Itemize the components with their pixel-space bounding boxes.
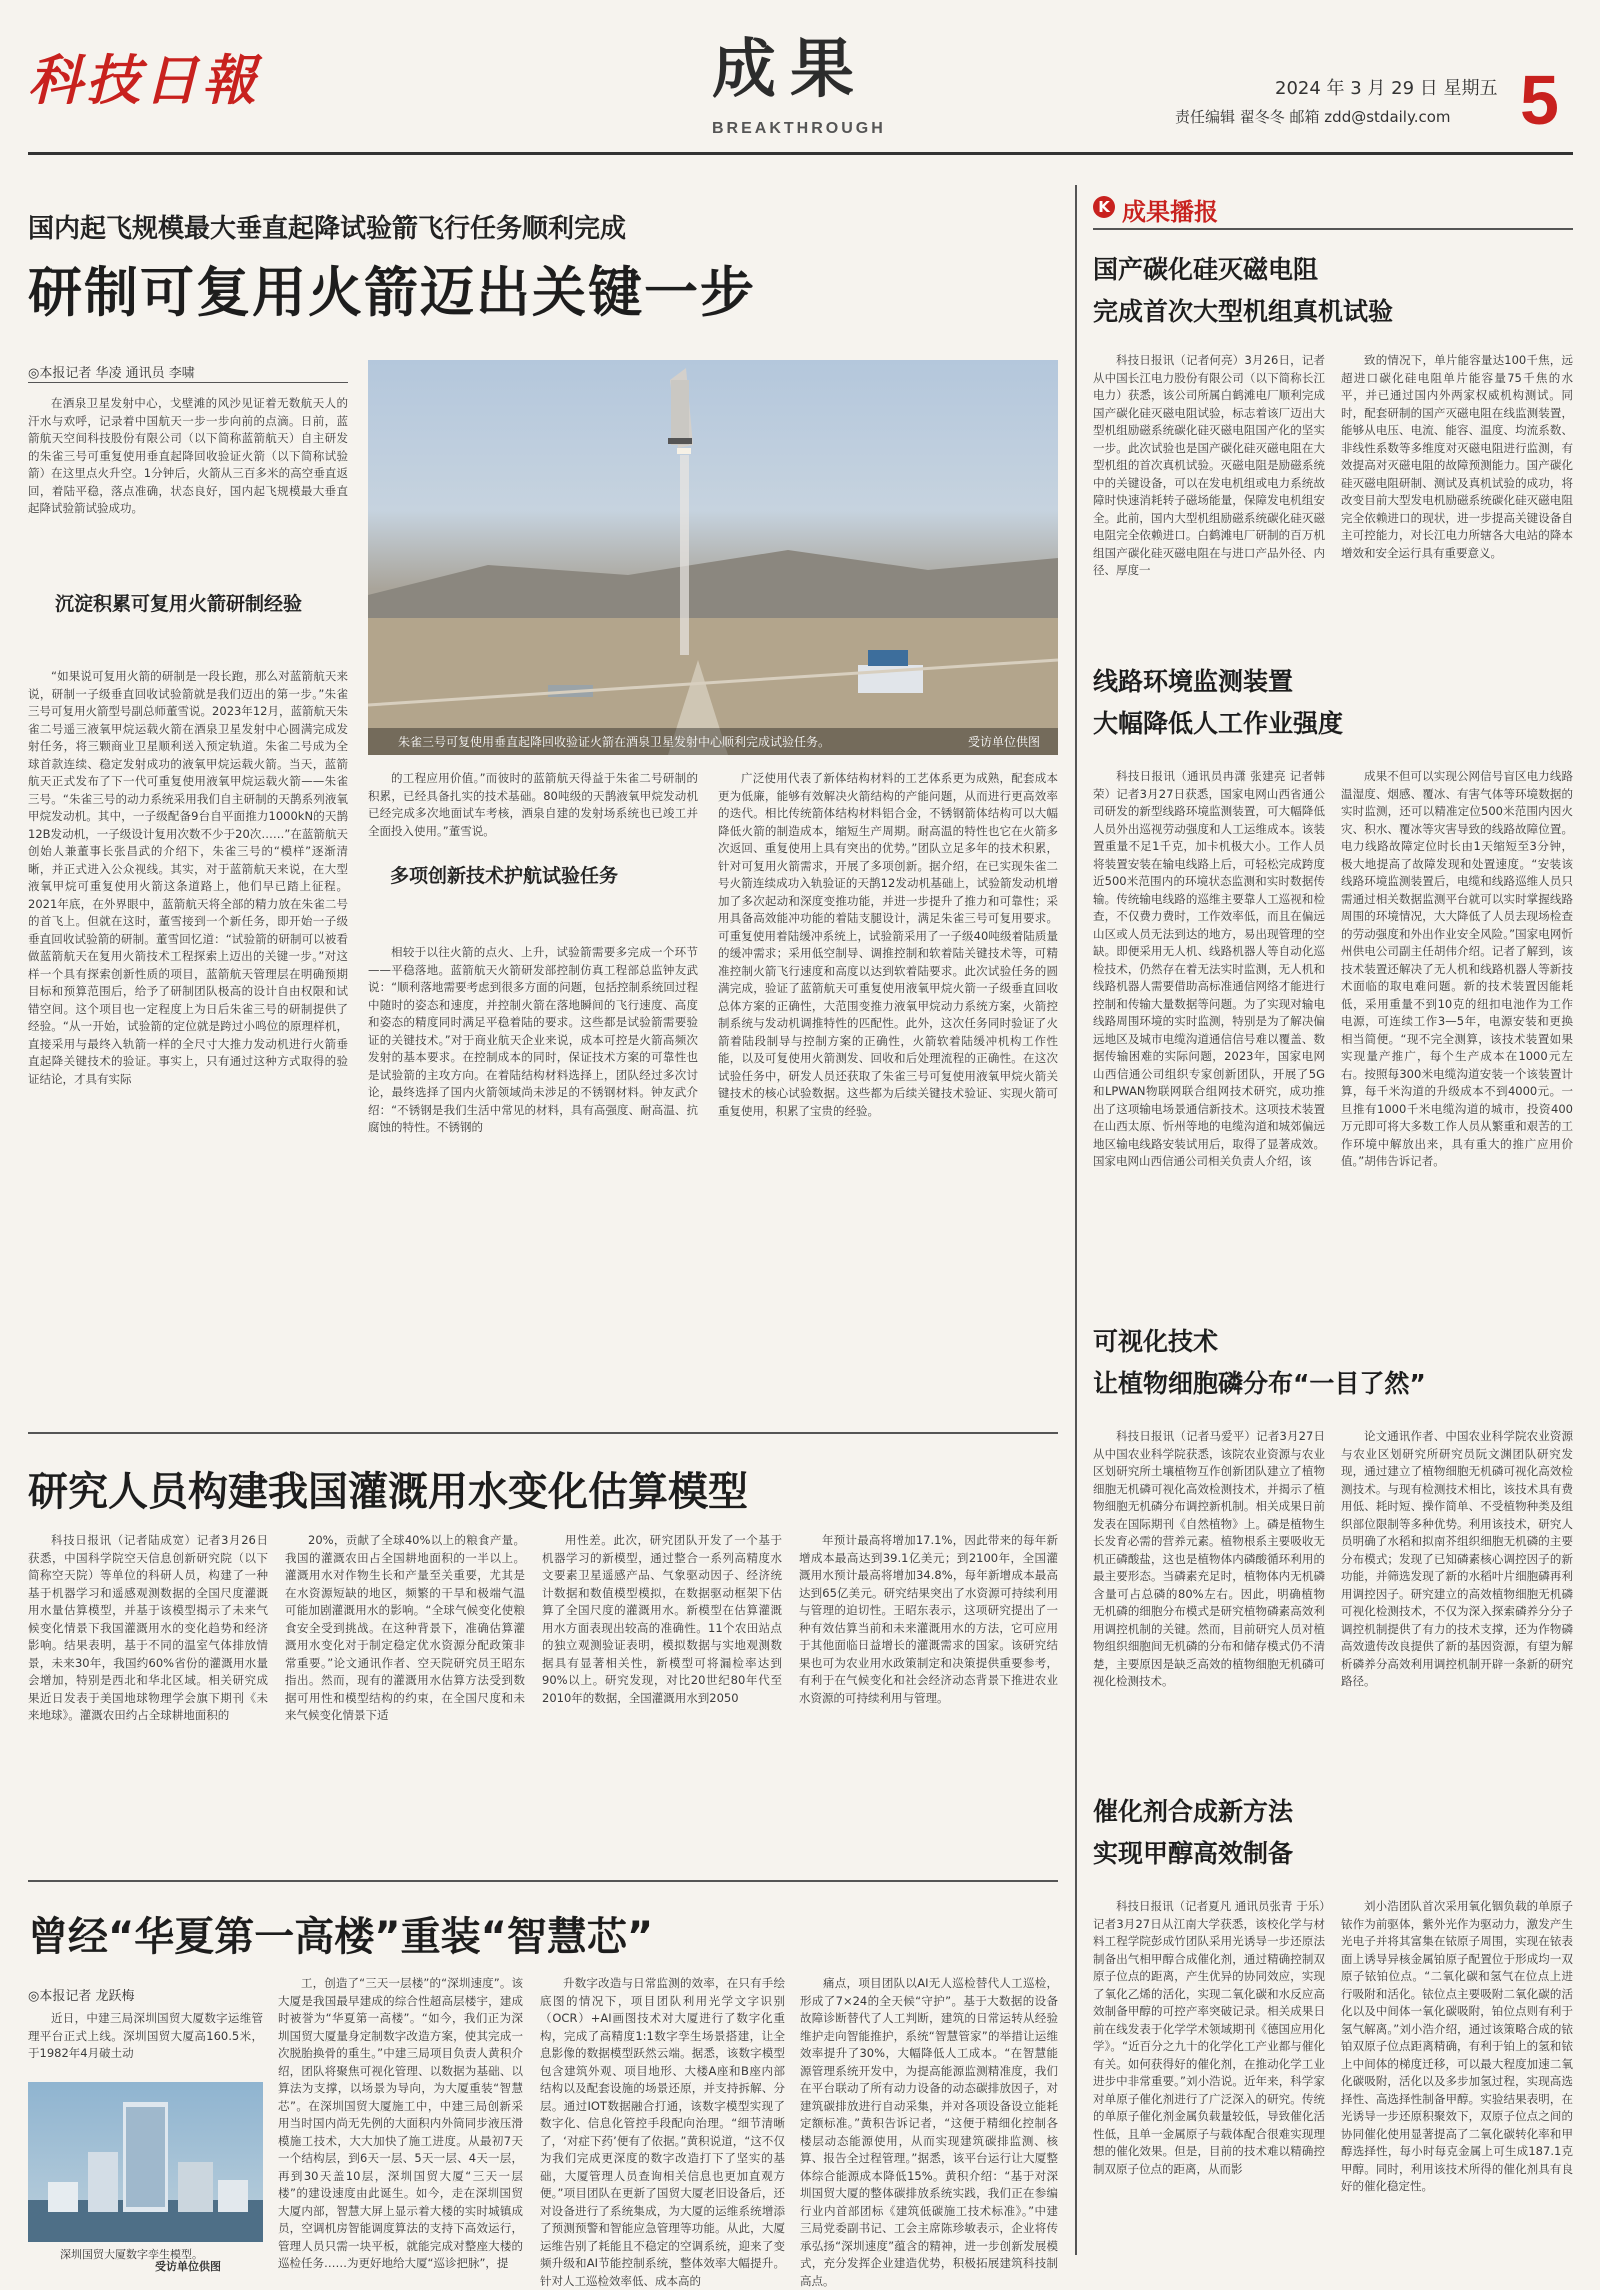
article-divider [28,1432,1058,1434]
article1-subhead1: 沉淀积累可复用火箭研制经验 [55,593,303,615]
article1-column3: 广泛使用代表了新体结构材料的工艺体系更为成熟，配套成本更为低廉，能够有效解决火箭结构的产能问题，从而进行更高效率的迭代。相比传统箭体结构材料铝合金，不锈钢箭体结构可以大幅降低火箭的制造成本，缩短生产周期。耐高温的特性也它在火箭多次返回、重复使用上具有突出的优势。”团队立足多年的技术积累，针对可复用火箭需求，开展了多项创新。据介绍，在已实现朱雀二号火箭连续成功入轨验证的天鹊12发动机基础上，试验箭发动机增加了多次起动和深度变推功能，并进一步提升了推力和可靠性；采用具备高效能冲功能的着陆支腿设计，满足朱雀三号可复用要求。可重复使用着陆缓冲系统上，试验箭采用了一子级40吨级着陆质量的缓冲需求；采用低空制导、调推控制和软着陆关键技术等，可精准控制火箭飞行速度和高度以达到软着陆要求。此次试验任务的圆满完成，验证了蓝箭航天可重复使用液氧甲烷火箭一子级垂直回收总体方案的正确性，大范围变推力液氧甲烷动力系统方案，火箭控制系统与发动机调推特性的匹配性。此外，这次任务同时验证了火箭着陆段制导与控制方案的正确性，火箭软着陆缓冲机构工作性能，以及可复使用火箭测发、回收和后处理流程的正确性。在这次试验任务中，研发人员还获取了朱雀三号可复使用液氧甲烷火箭关键技术的核心试验数据。这些都为后续关键技术验证、实现火箭可重复使用，积累了宝贵的经验。 [718,771,1058,1118]
tower-photo-caption: 深圳国贸大厦数字孪生模型。 [60,2248,203,2261]
article1-column2: 的工程应用价值。”而彼时的蓝箭航天得益于朱雀二号研制的积累，已经具备扎实的技术基础。80吨级的天鹊液氧甲烷发动机已经完成多次地面试车考核，酒泉自建的发射场系统也已竣工并全面投入使用。”董雪说。 [368,771,698,838]
rocket-photo-caption: 朱雀三号可复使用垂直起降回收验证火箭在酒泉卫星发射中心顺利完成试验任务。 [398,735,831,749]
brief3-headline-2: 让植物细胞磷分布“一目了然” [1093,1369,1426,1398]
article1-column1: “如果说可复用火箭的研制是一段长跑，那么对蓝箭航天来说，研制一子级垂直回收试验箭就是我们迈出的第一步。”朱雀三号可复用火箭型号副总师董雪说。2023年12月，蓝箭航天朱雀二号遥三液氧甲烷运载火箭在酒泉卫星发射中心圆满完成发射任务，将三颗商业卫星顺利送入预定轨道。朱雀二号成为全球首款连续、稳定发射成功的液氧甲烷运载火箭。当天，蓝箭航天正式发布了下一代可重复使用液氧甲烷运载火箭——朱雀三号。“朱雀三号的动力系统采用我们自主研制的天鹊系列液氧甲烷发动机。其中，一子级配备9台自平面推力1000kN的天鹊12B发动机，一子级设计复用次数不少于20次……”在蓝箭航天创始人兼董事长张昌武的介绍下，朱雀三号的“模样”逐渐清晰，并正式进入公众视线。其实，对于蓝箭航天来说，在大型液氧甲烷可重复使用火箭这条道路上，他们早已踏上征程。2021年底，在外界眼中，蓝箭航天将全部的精力放在朱雀二号的首飞上。但就在这时，董雪接到一个新任务，即开始一子级垂直回收试验箭的研制。董雪回忆道：“试验箭的研制可以被看做蓝箭航天在复用火箭技术工程探索上迈出的关键一步。”对这样一个具有探索创新性质的项目，蓝箭航天管理层在明确预期目标和预算范围后，给予了研制团队极高的设计自由权限和试错空间。这个项目也一定程度上为日后朱雀三号的研制提供了经验。“从一开始，试验箭的定位就是跨过小鸣位的原理样机，直接采用与最终入轨箭一样的全尺寸大推力发动机进行火箭垂直起降关键技术的验证。事实上，只有通过这种方式取得的验证结论，才具有实际 [28,669,348,1086]
article1-headline: 研制可复用火箭迈出关键一步 [28,261,756,324]
brief2-column1: 科技日报讯（通讯员冉潇 张建亮 记者韩荣）记者3月27日获悉，国家电网山西省通公司研发的新型线路环境监测装置，可大幅降低人员外出巡视劳动强度和人工运维成本。该装置重量不足1千克，加卡机极大小。工作人员将装置安装在输电线路上后，可轻松完成跨度近500米范围内的环境状态监测和实时数据传输。传统输电线路的巡维主要靠人工巡视和检查，不仅费力费时，工作效率低，而且在偏远山区或人员无法到达的地方，易出现管理的空缺。即便采用无人机、线路机器人等自动化巡检技术，仍然存在着无法实时监测，无人机和线路机器人需要借助高标准通信网络才能进行控制和传输大量数据等问题。为了实现对输电线路周围环境的实时监测，特别是为了解决偏远地区及城市电缆沟道通信信号难以覆盖、数据传输困难的实际问题，2023年，国家电网山西信通公司组织专家创新团队，开展了5G和LPWAN物联网联合组网技术研究，成功推出了这项输电场景通信新技术。这项技术装置在山西太原、忻州等地的电缆沟道和城郊偏远地区输电线路安装试用后，取得了显著成效。国家电网山西信通公司相关负责人介绍，该 [1093,769,1325,1168]
brief3-column2: 论文通讯作者、中国农业科学院农业资源与农业区划研究所研究员阮文渊团队研究发现，通过建立了植物细胞无机磷可视化高效检测技术。与现有检测技术相比，该技术具有费用低、耗时短、操作简单、不受植物种类及组织部位限制等多种优势。利用该技术，研究人员明确了水稻和拟南芥组织细胞无机磷的主要分布模式；发现了已知磷素核心调控因子的新功能，并筛选发现了新的水稻叶片细胞磷再利用调控因子。研究建立的高效植物细胞无机磷可视化检测技术，不仅为深入探索磷养分分子调控机制提供了有力的技术支撑，还为作物磷高效遗传改良提供了新的基因资源，有望为解析磷养分高效利用调控机制开辟一条新的研究路径。 [1341,1429,1573,1688]
article2-column3: 用性差。此次，研究团队开发了一个基于机器学习的新模型，通过整合一系列高精度水文要素卫星遥感产品、气象驱动因子、经济统计数据和数值模型模拟，在数据驱动框架下估算了全国尺度的灌溉用水。新模型在估算灌溉用水方面表现出较高的准确性。11个农田站点的独立观测验证表明，模拟数据与实地观测数据具有显著相关性，新模型可将漏检率达到90%以上。研究发现，对比20世纪80年代至2010年的数据，全国灌溉用水到2050 [542,1533,782,1705]
brief3-column1: 科技日报讯（记者马爱平）记者3月27日从中国农业科学院获悉，该院农业资源与农业区划研究所土壤植物互作创新团队建立了植物细胞无机磷可视化高效检测技术，并揭示了植物细胞无机磷分布调控新机制。相关成果日前发表在国际期刊《自然植物》上。磷是植物生长发育必需的营养元素。植物根系主要吸收无机正磷酸盐，这也是植物体内磷酸循环利用的最主要形态。当磷素充足时，植物体内无机磷含量可占总磷的80%左右。因此，明确植物无机磷的细胞分布模式是研究植物磷素高效利用调控机制的关键。然而，目前研究人员对植物组织细胞间无机磷的分布和储存模式仍不清楚，主要原因是缺乏高效的植物细胞无机磷可视化检测技术。 [1093,1429,1325,1688]
article2-headline: 研究人员构建我国灌溉用水变化估算模型 [28,1469,748,1515]
article1-kicker: 国内起飞规模最大垂直起降试验箭飞行任务顺利完成 [28,214,627,244]
column-badge-icon: K [1093,196,1115,218]
brief1-column2: 致的情况下，单片能容量达100千焦，远超进口碳化硅电阻单片能容量75千焦的水平，并已通过国内外两家权威机构测试。同时，配套研制的国产灭磁电阻在线监测装置，能够从电压、电流、能容、温度、均流系数、非线性系数等多维度对灭磁电阻进行监测，有效提高对灭磁电阻的故障预测能力。国产碳化硅灭磁电阻研制、测试及真机试验的成功，将改变目前大型发电机励磁系统碳化硅灭磁电阻完全依赖进口的现状，进一步提高关键设备自主可控能力，对长江电力所辖各大电站的降本增效和安全运行具有重要意义。 [1341,353,1573,560]
article-divider [28,1880,1058,1882]
brief2-column2: 成果不但可以实现公网信号盲区电力线路温湿度、烟感、覆冰、有害气体等环境数据的实时监测，还可以精准定位500米范围内因火灾、积水、覆冰等灾害导致的线路故障位置。电力线路故障定位时长由1天缩短至3分钟，极大地提高了故障发现和处置速度。“安装该线路环境监测装置后，电缆和线路巡维人员只需通过相关数据监测平台就可以实时掌握线路周围的环境情况，大大降低了人员去现场检查的劳动强度和外出作业安全风险。”国家电网忻州供电公司副主任胡伟介绍。记者了解到，该技术装置还解决了无人机和线路机器人等新技术面临的取电难问题。新的技术装置因能耗低，采用重量不到10克的纽扣电池作为工作电源，可连续工作3—5年，电源安装和更换相当简便。“现不完全测算，该技术装置如果实现量产推广，每个生产成本在1000元左右。按照每300米电缆沟道安装一个该装置计算，每千米沟道的升级成本不到4000元。一旦推有1000千米电缆沟道的城市，投资400万元即可将大多数工作人员从繁重和艰苦的工作环境中解放出来，具有重大的推广应用价值。”胡伟告诉记者。 [1341,769,1573,1168]
section-title: 成果 [712,32,868,107]
tower-photo-credit: 受访单位供图 [155,2260,221,2273]
brief4-headline-2: 实现甲醇高效制备 [1093,1839,1294,1868]
brief1-column1: 科技日报讯（记者何亮）3月26日，记者从中国长江电力股份有限公司（以下简称长江电力）获悉，该公司所属白鹤滩电厂顺利完成国产碳化硅灭磁电阻试验，标志着该厂迈出大型机组励磁系统碳化硅灭磁电阻国产化的坚实一步。此次试验也是国产碳化硅灭磁电阻在大型机组的首次真机试验。灭磁电阻是励磁系统中的关键设备，可以在发电机组或电力系统故障时快速消耗转子磁场能量，保障发电机组安全。此前，国内大型机组励磁系统碳化硅灭磁电阻完全依赖进口。白鹤滩电厂研制的百万机组国产碳化硅灭磁电阻在与进口产品外径、内径、厚度一 [1093,353,1325,577]
brief4-column1: 科技日报讯（记者夏凡 通讯员张青 于乐）记者3月27日从江南大学获悉，该校化学与材料工程学院彭成竹团队采用光诱导一步还原法制备出气相甲醇合成催化剂，通过精确控制双原子位点的距离，产生优异的协同效应，实现了氧化乙烯的活化，实现二氧化碳和水反应高效制备甲醇的可控产率突破记录。相关成果日前在线发表于化学学术领域期刊《德国应用化学》。“近百分之九十的化学化工产业都与催化有关。如何获得好的催化剂，在推动化学工业进步中非常重要。”刘小浩说。近年来，科学家对单原子催化剂进行了广泛深入的研究。传统的单原子催化剂金属负载量较低，导致催化活性低，且单一金属原子与载体配合很难实现理想的催化效果。但是，目前的技术难以精确控制双原子位点的距离，从而影 [1093,1899,1325,2176]
tower-photo [28,2082,263,2242]
brief4-column2: 刘小浩团队首次采用氧化铟负载的单原子铱作为前驱体，紫外光作为驱动力，激发产生光电子并将其富集在铱原子周围，实现在铱表面上诱导异核金属铂原子配置位于形成均一双原子铱铂位点。“二氧化碳和氢气在位点上进行吸附和活化。铱位点主要吸附二氧化碳的活化以及中间体一氧化碳吸附，铂位点则有利于氢气解离。”刘小浩介绍，通过该策略合成的铱铂双原子位点距离精确，有利于铂上的氢和铱上中间体的梯度迁移，可以最大程度加速二氧化碳吸附，活化以及多步加氢过程，实现高选择性、高选择性制备甲醇。实验结果表明，在光诱导一步还原积聚效下，双原子位点之间的协同催化使用显著提高了二氧化碳转化率和甲醇选择性，每小时每克金属上可生成187.1克甲醇。同时，利用该技术所得的催化剂具有良好的催化稳定性。 [1341,1899,1573,2193]
brief1-headline-2: 完成首次大型机组真机试验 [1093,297,1394,326]
newspaper-logo: 科技日報 [28,48,260,112]
brief1-headline-1: 国产碳化硅灭磁电阻 [1093,255,1319,284]
page-number: 5 [1520,61,1559,139]
rocket-photo-credit: 受访单位供图 [968,735,1041,749]
article3-column4: 痛点，项目团队以AI无人巡检替代人工巡检，形成了7×24的全天候“守护”。基于大数据的设备故障诊断替代了人工判断，建筑的日常运转从经验维护走向智能推护，系统“智慧管家”的举措让运维效率提升了30%，大幅降低人工成本。“在智慧能源管理系统开发中，为提高能源监测精准度，我们在平台联动了所有动力设备的动态碳排放因子，对建筑碳排放进行自动采集，并对各项设备设立能耗定额标准。”黄积告诉记者，“这便于精细化控制各楼层动态能源使用，从而实现建筑碳排监测、核算、报告全过程管理。”据悉，该平台运行让大厦整体综合能源成本降低15%。黄积介绍：“基于对深圳国贸大厦的整体碳排放系统实践，我们正在参编行业内首部团标《建筑低碳施工技术标准》。”中建三局党委副书记、工会主席陈珍敏表示，企业将传承弘扬“深圳速度”蕴含的精神，进一步创新发展模式，充分发挥企业建造优势，积极拓展建筑科技制高点。 [800,1976,1058,2288]
brief3-headline-1: 可视化技术 [1093,1327,1219,1356]
rocket-photo [368,360,1058,755]
article1-subhead2: 多项创新技术护航试验任务 [390,865,619,887]
column-title: 成果播报 [1122,198,1218,226]
byline-rule [28,382,348,383]
brief2-headline-1: 线路环境监测装置 [1093,667,1294,696]
article3-byline: ◎本报记者 龙跃梅 [28,1989,135,2004]
article1-column2b: 相较于以往火箭的点火、上升，试验箭需要多完成一个环节——平稳落地。蓝箭航天火箭研发部控制仿真工程部总监钟友武说：“顺利落地需要考虑到很多方面的问题，包括控制系统回过程中随时的姿态和速度，并控制火箭在落地瞬间的飞行速度、高度和姿态的精度同时满足平稳着陆的要求。这些都是试验箭需要验证的关键技术。”对于商业航天企业来说，成本可控是火箭高频次发射的基本要求。在控制成本的同时，保证技术方案的可靠性也是试验箭的主攻方向。在着陆结构材料选择上，团队经过多次讨论，最终选择了国内火箭领域尚未涉足的不锈钢材料。钟友武介绍：“不锈钢是我们生活中常见的材料，具有高强度、耐高温、抗腐蚀的特性。不锈钢的 [368,945,698,1134]
brief4-headline-1: 催化剂合成新方法 [1093,1797,1294,1826]
masthead-divider [28,152,1573,155]
article2-column2: 20%，贡献了全球40%以上的粮食产量。我国的灌溉农田占全国耕地面积的一半以上。灌溉用水对作物生长和产量至关重要，尤其是在水资源短缺的地区，频繁的干旱和极端气温可能加剧灌溉用水的影响。“全球气候变化使粮食安全受到挑战。在这种背景下，准确估算灌溉用水变化对于制定稳定优水资源分配政策非常重要。”论文通讯作者、空天院研究员王昭东指出。然而，现有的灌溉用水估算方法受到数据可用性和模型结构的约束，在全国尺度和未来气候变化情景下适 [285,1533,525,1722]
editor-info: 责任编辑 翟冬冬 邮箱 zdd@stdaily.com [1175,108,1451,126]
article1-lead: 在酒泉卫星发射中心，戈壁滩的风沙见证着无数航天人的汗水与欢呼，记录着中国航天一步一步向前的点滴。日前，蓝箭航天空间科技股份有限公司（以下简称蓝箭航天）自主研发的朱雀三号可重复使用垂直起降回收验证火箭（以下简称试验箭）在这里点火升空。1分钟后，火箭从三百多米的高空垂直返回，着陆平稳，落点准确，状态良好，国内起飞规模最大垂直起降试验箭试验成功。 [28,396,348,515]
article3-lead: 近日，中建三局深圳国贸大厦数字运维管理平台正式上线。深圳国贸大厦高160.5米，于1982年4月破土动 [28,2011,263,2060]
issue-date: 2024 年 3 月 29 日 星期五 [1275,78,1498,99]
article3-column2: 工，创造了“三天一层楼”的“深圳速度”。该大厦是我国最早建成的综合性超高层楼宇，建成时被誉为“华夏第一高楼”。“如今，我们正为深圳国贸大厦量身定制数字改造方案，使其完成一次脱胎换骨的重生。”中建三局项目负责人黄积介绍，团队将聚焦可视化管理、以数据为基础、以算法为支撑，以场景为导向，为大厦重装“智慧芯”。在深圳国贸大厦施工中，中建三局创新采用当时国内尚无先例的大面积内外筒同步液压滑模施工技术，大大加快了施工进度。从最初7天一个结构层，到6天一层、5天一层、4天一层，再到30天盖10层，深圳国贸大厦“三天一层楼”的建设速度由此诞生。如今，走在深圳国贸大厦内部，智慧大屏上显示着大楼的实时城镇成员，空调机房智能调度算法的支持下高效运行，管理人员只需一块平板，就能完成对整座大楼的巡检任务……为更好地给大厦“巡诊把脉”，提 [278,1976,523,2270]
article3-headline: 曾经“华夏第一高楼”重装“智慧芯” [28,1914,654,1960]
article1-byline: ◎本报记者 华凌 通讯员 李啸 [28,366,195,381]
article3-column3: 升数字改造与日常监测的效率，在只有手绘底图的情况下，项目团队利用光学文字识别（OCR）+AI画图技术对大厦进行了数字化重构，完成了高精度1:1数字孪生场景搭建，让全息影像的数据模型跃然云端。据悉，该数字模型包含建筑外观、项目地形、大楼A座和B座内部结构以及配套设施的场景还原，并支持拆解、分层。通过IOT数据融合打通，该数字模型实现了数字化、信息化管控手段配向治理。“细节清晰了，‘对症下药’便有了依据。”黄积说道，“这不仅为我们完成更深度的数字改造打下了坚实的基础，大厦管理人员查询相关信息也更加直观方便。”项目团队在更新了国贸大厦老旧设备后，还对设备进行了系统集成，为大厦的运维系统增添了预测预警和智能应急管理等功能。从此，大厦运维告别了耗能且不稳定的空调系统，迎来了变频升级和AI节能控制系统，整体效率大幅提升。针对人工巡检效率低、成本高的 [540,1976,785,2288]
article2-column1: 科技日报讯（记者陆成宽）记者3月26日获悉，中国科学院空天信息创新研究院（以下简称空天院）等单位的科研人员，构建了一种基于机器学习和遥感观测数据的全国尺度灌溉用水量估算模型，并基于该模型揭示了未来气候变化情景下我国灌溉用水的变化趋势和经济影响。结果表明，基于不同的温室气体排放情景，未来30年，我国约60%省份的灌溉用水量会增加，特别是西北和华北区域。相关研究成果近日发表于美国地球物理学会旗下期刊《未来地球》。灌溉农田约占全球耕地面积的 [28,1533,268,1722]
sidebar-divider [1093,228,1573,230]
article2-column4: 年预计最高将增加17.1%，因此带来的每年新增成本最高达到39.1亿美元；到2100年，全国灌溉用水预计最高将增加34.8%，每年新增成本最高达到65亿美元。研究结果突出了水资源可持续利用与管理的迫切性。王昭东表示，这项研究提出了一种有效估算当前和未来灌溉用水的方法，它可应用于其他面临日益增长的灌溉需求的国家。该研究结果也可为农业用水政策制定和决策提供重要参考，有利于在气候变化和社会经济动态背景下推进农业水资源的可持续利用与管理。 [799,1533,1058,1705]
column-divider [1075,185,1077,2255]
section-subtitle: BREAKTHROUGH [712,120,886,137]
brief2-headline-2: 大幅降低人工作业强度 [1093,709,1344,738]
